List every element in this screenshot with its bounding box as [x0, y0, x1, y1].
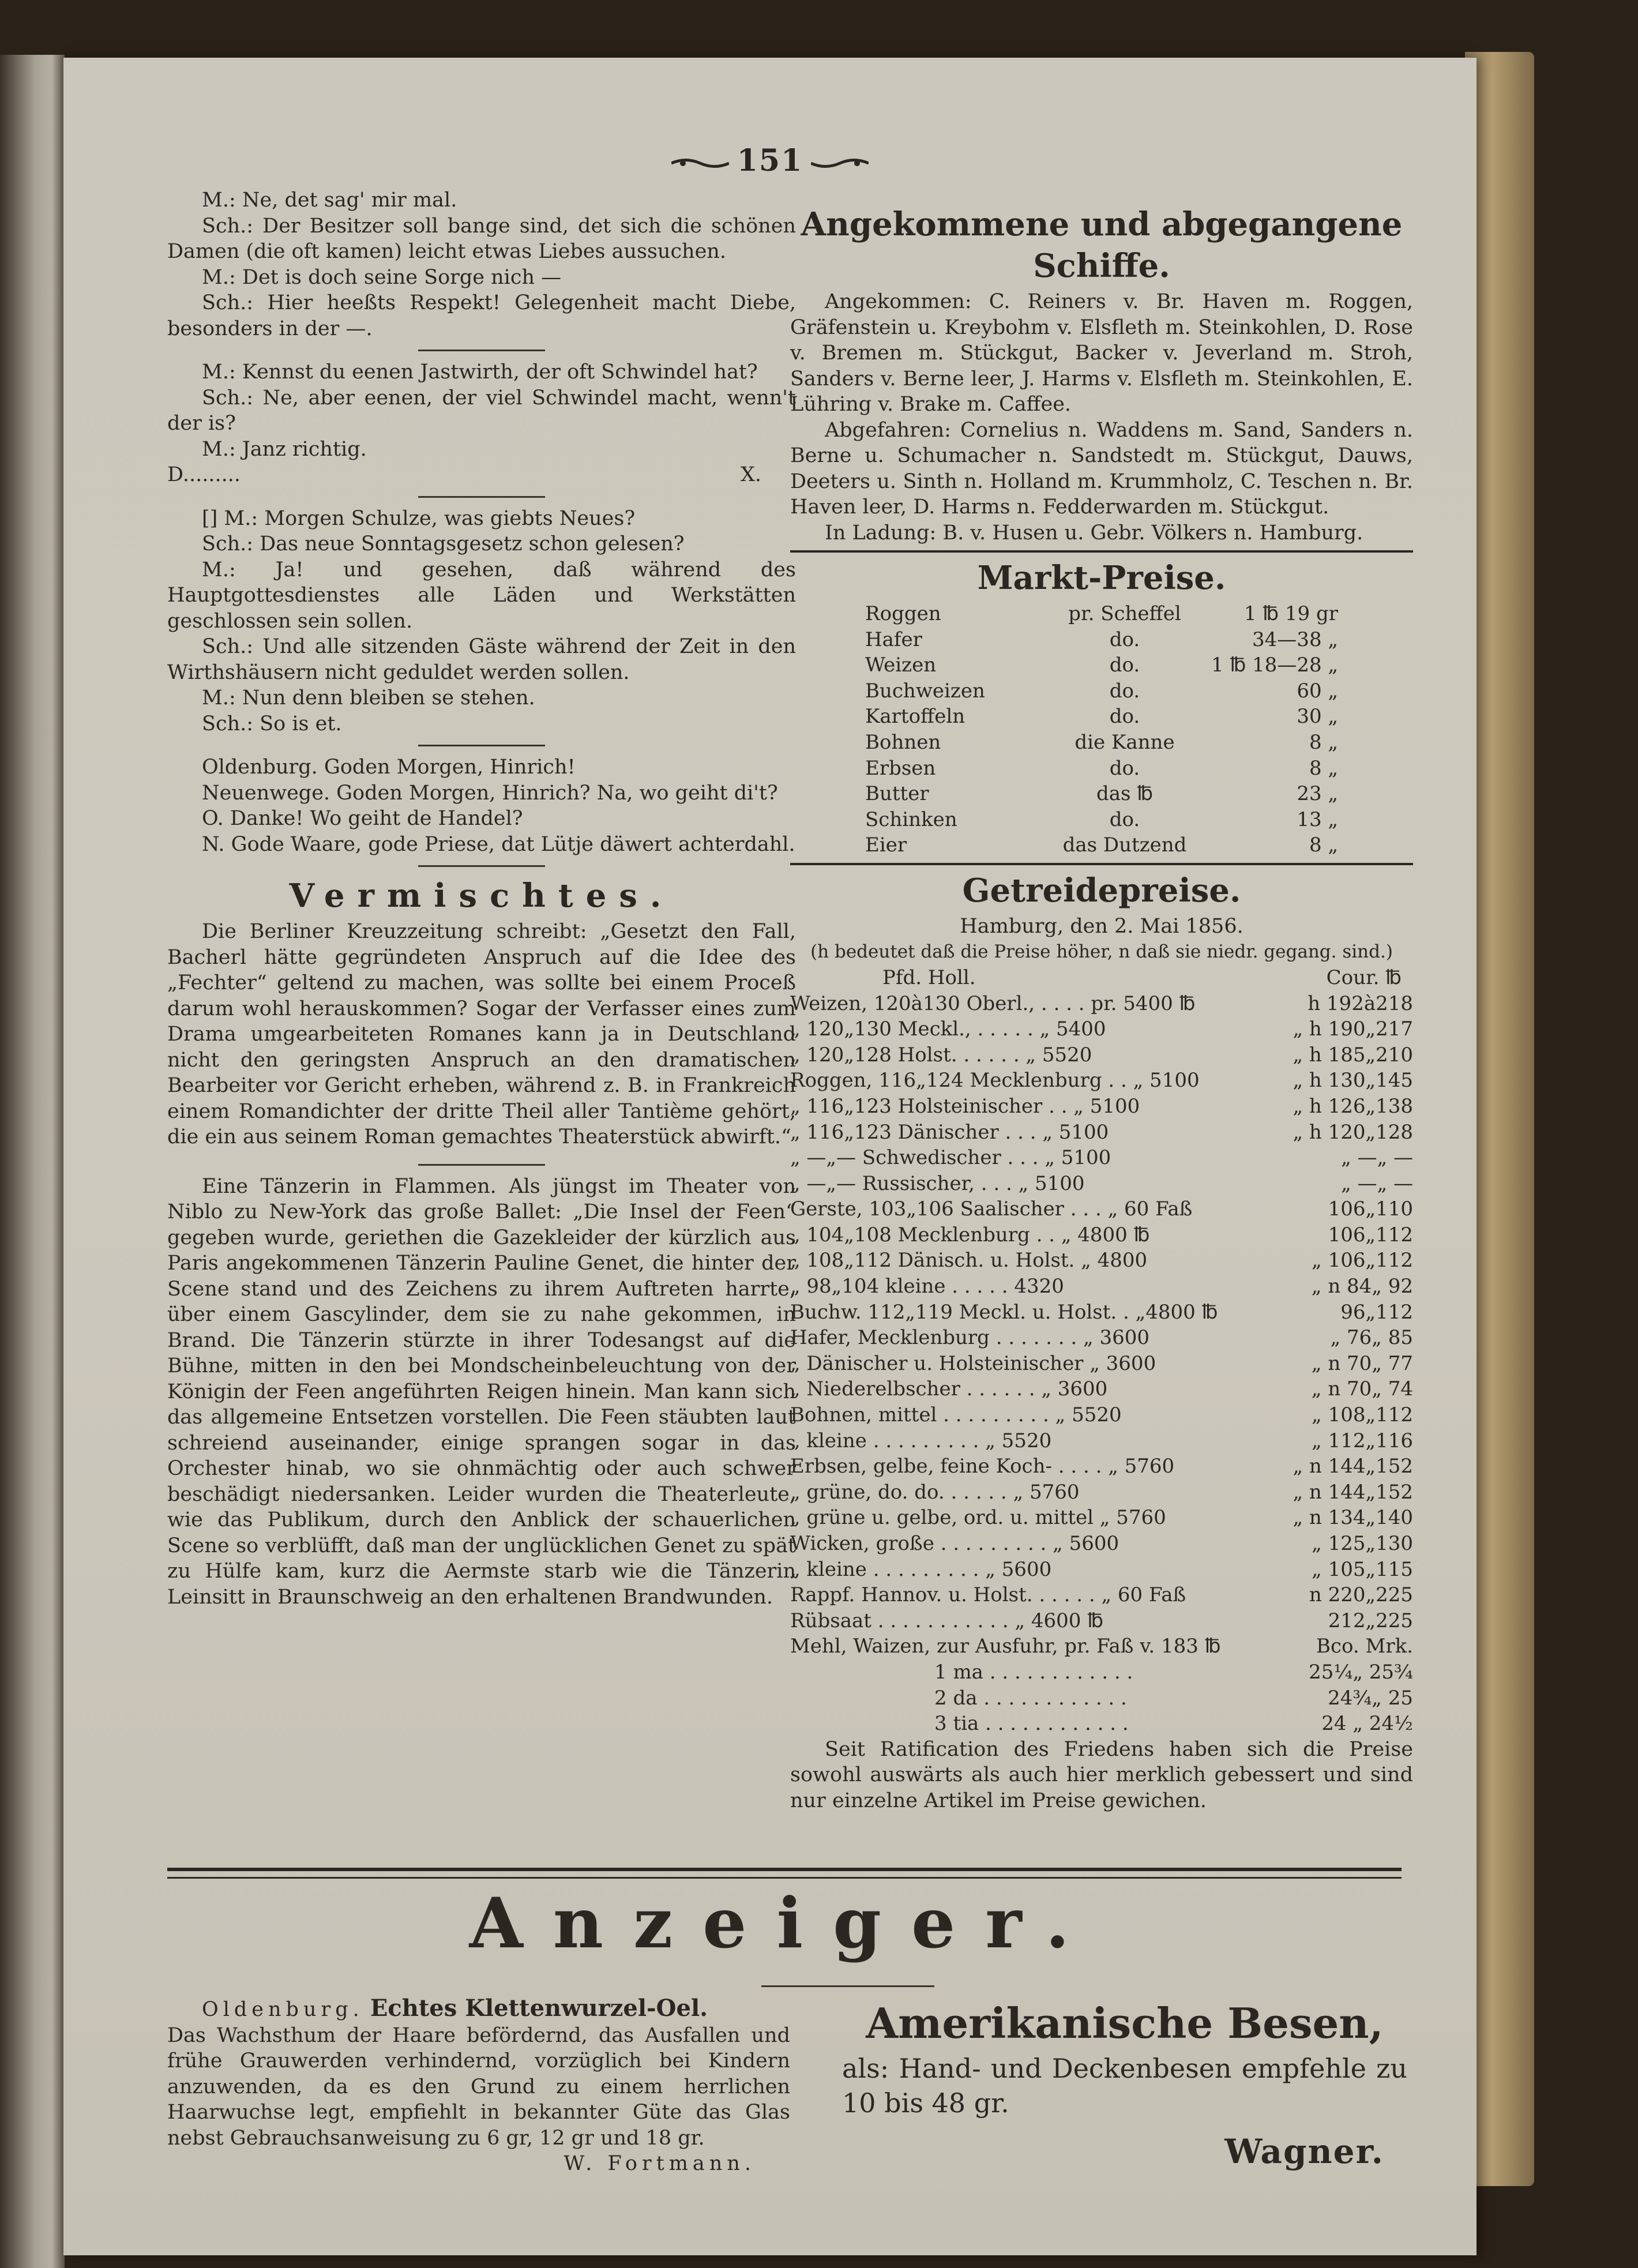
grain-item: „ —„— Schwedischer . . . „ 5100 — [790, 1146, 1111, 1170]
grain-date: Hamburg, den 2. Mai 1856. — [960, 914, 1243, 938]
market-price: 30 „ — [1297, 705, 1338, 729]
grain-item: Rübsaat . . . . . . . . . . . „ 4600 ℔ — [790, 1609, 1104, 1632]
book-left-edge — [0, 55, 65, 2268]
market-unit: das Dutzend — [1062, 833, 1187, 857]
dialog4-line: O. Danke! Wo geiht de Handel? — [202, 807, 523, 830]
divider — [761, 1985, 934, 1987]
dialog1-line: M.: Det is doch seine Sorge nich — — [202, 265, 562, 289]
market-item: Buchweizen — [865, 679, 985, 703]
grain-price: „ 106„112 — [1312, 1249, 1413, 1272]
vermischtes-paragraph: Eine Tänzerin in Flammen. Als jüngst im Theater von Niblo zu New-York das große Ballet: „Die Insel der Feen“ gegeben wurde, geriethen die Gazekleider der kürzlich aus Paris angekommenen Tänzerin Pauline Genet, die hinter der Scene stand und des Zeichens zu ihrem Auftreten harrte, über einem Gascylinder, dem sie zu nahe gekommen, in Brand. Die Tänzerin stürzte in ihrer Todesangst auf die Bühne, mitten in den bei Mondscheinbeleuchtung von der Königin der Feen angeführten Reigen hinein. Man kann sich das allgemeine Entsetzen vorstellen. Die Feen stäubten laut schreiend auseinander, einige sprangen sogar in das Orchester hinab, wo sie ohnmächtig oder auch schwer beschädigt niedersanken. Leider wurden die Theaterleute, wie das Publikum, durch den Anblick der schauerlichen Scene so verblüfft, daß man der unglücklichen Genet zu spät zu Hülfe kam, kurz die Aermste starb wie die Tänzerin Leinsitt in Braunschweig an den erhaltenen Brandwunden. — [167, 1174, 796, 1609]
market-item: Kartoffeln — [865, 705, 965, 729]
grain-footer: Seit Ratification des Friedens haben sich die Preise sowohl auswärts als auch hier merklich gebessert und sind nur einzelne Artikel im Preise gewichen. — [790, 1737, 1413, 1812]
dialog1-line: M.: Ne, det sag' mir mal. — [202, 189, 457, 212]
dialog2-line: Sch.: Ne, aber eenen, der viel Schwindel macht, wenn't der is? — [167, 386, 796, 435]
market-unit: do. — [1109, 654, 1140, 677]
page-number: 151 — [63, 143, 1477, 178]
grain-item: „ Dänischer u. Holsteinischer „ 3600 — [790, 1351, 1156, 1375]
grain-item: „ grüne u. gelbe, ord. u. mittel „ 5760 — [790, 1506, 1166, 1530]
dialog3-line: M.: Ja! und gesehen, daß während des Hauptgottesdienstes alle Läden und Werkstätten geschlossen sein sollen. — [167, 558, 796, 633]
grain-row — [790, 1222, 1413, 1248]
ships-arrived: Angekommen: C. Reiners v. Br. Haven m. Roggen, Gräfenstein u. Kreybohm v. Elsfleth m. Steinkohlen, D. Rose v. Bremen m. Stückgut, Backer v. Jeverland m. Stroh, Sanders v. Berne leer, J. Harms v. Elsfleth m. Steinkohlen, E. Lühring v. Brake m. Caffee. — [790, 290, 1413, 416]
grain-price: „ n 84„ 92 — [1311, 1275, 1413, 1298]
grain-price: „ 112„116 — [1312, 1429, 1413, 1452]
grain-item: „ 116„123 Holsteinischer . . „ 5100 — [790, 1094, 1140, 1118]
market-row — [865, 730, 1338, 756]
grain-price: „ —„ — — [1341, 1171, 1413, 1195]
ships-departed: Abgefahren: Cornelius n. Waddens m. Sand, Sanders n. Berne u. Schumacher n. Sandstedt m. Stückgut, Dauws, Deeters u. Sinth n. Holland m. Krummholz, C. Teschen n. Br. Haven leer, D. Harms n. Fedderwarden m. Stückgut. — [790, 418, 1413, 519]
grain-row — [790, 1402, 1413, 1428]
divider — [418, 1164, 545, 1166]
grain-price: „ n 70„ 77 — [1311, 1351, 1413, 1375]
grain-item: Rappf. Hannov. u. Holst. . . . . . „ 60 Faß — [790, 1583, 1186, 1607]
grain-item: „ —„— Russischer, . . . „ 5100 — [790, 1171, 1085, 1195]
grain-item: Wicken, große . . . . . . . . . „ 5600 — [790, 1532, 1119, 1555]
dialog2-line: M.: Janz richtig. — [202, 437, 367, 461]
grain-item: „ 116„123 Dänischer . . . „ 5100 — [790, 1120, 1109, 1144]
ad1-headline — [167, 1996, 790, 2023]
ad1-title: Echtes Klettenwurzel-Oel. — [370, 1995, 708, 2022]
grain-price: „ 125„130 — [1312, 1532, 1413, 1555]
grain-price: „ h 130„145 — [1293, 1069, 1413, 1092]
grain-price: Bco. Mrk. — [1316, 1635, 1413, 1658]
market-unit: do. — [1109, 756, 1140, 780]
dialog3-line: Sch.: So is et. — [202, 712, 342, 735]
anzeiger-title: Anzeiger. — [469, 1883, 1100, 1964]
market-unit: do. — [1109, 679, 1140, 703]
grain-row — [790, 1274, 1413, 1300]
section-rule — [790, 863, 1413, 865]
market-item: Hafer — [865, 628, 922, 651]
market-item: Schinken — [865, 808, 957, 831]
grain-item: 2 da . . . . . . . . . . . . — [934, 1686, 1127, 1710]
market-row — [865, 781, 1338, 807]
grain-price: n 220„225 — [1309, 1583, 1413, 1607]
grain-price: „ h 120„128 — [1293, 1120, 1413, 1144]
grain-row — [790, 1300, 1413, 1325]
market-row — [865, 652, 1338, 678]
market-row — [865, 807, 1338, 833]
grain-row — [790, 1634, 1413, 1659]
market-unit: do. — [1109, 808, 1140, 831]
ornament-right-icon — [811, 157, 869, 170]
market-price: 8 „ — [1309, 833, 1338, 857]
dialog4-line: N. Gode Waare, gode Priese, dat Lütje däwert achterdahl. — [202, 832, 795, 856]
grain-price: „ 105„115 — [1312, 1557, 1413, 1581]
ornament-left-icon — [671, 157, 729, 170]
grain-row — [790, 1351, 1413, 1377]
grain-price: 24¾„ 25 — [1328, 1686, 1413, 1710]
grain-item: Weizen, 120à130 Oberl., . . . . pr. 5400 ℔ — [790, 992, 1196, 1015]
grain-item: „ 98„104 kleine . . . . . 4320 — [790, 1275, 1064, 1298]
market-unit: pr. Scheffel — [1068, 602, 1181, 625]
grain-price: „ 108„112 — [1312, 1403, 1413, 1427]
signature-left: D......... — [167, 463, 241, 486]
grain-row — [790, 1659, 1413, 1685]
grain-prices-table — [790, 991, 1413, 1737]
grain-item: 3 tia . . . . . . . . . . . . — [934, 1712, 1129, 1736]
vermischtes-heading: Vermischtes. — [289, 877, 674, 915]
grain-price: „ h 185„210 — [1293, 1043, 1413, 1067]
grain-row — [790, 1376, 1413, 1402]
market-price: 13 „ — [1297, 808, 1338, 831]
dialog2-signature — [167, 462, 796, 488]
market-unit: do. — [1109, 628, 1140, 651]
grain-row — [790, 1042, 1413, 1068]
ships-heading: Angekommene und abgegangene Schiffe. — [801, 205, 1403, 285]
grain-row — [790, 1557, 1413, 1583]
grain-item: „ 104„108 Mecklenburg . . „ 4800 ℔ — [790, 1223, 1150, 1246]
market-price: 1 ℔ 18—28 „ — [1211, 654, 1338, 677]
dialog2-line: M.: Kennst du eenen Jastwirth, der oft Schwindel hat? — [202, 361, 758, 384]
ad-besen — [842, 1996, 1407, 2171]
grain-price: „ n 134„140 — [1293, 1506, 1413, 1530]
grain-header-left: Pfd. Holl. — [882, 966, 976, 989]
grain-item: Gerste, 103„106 Saalischer . . . „ 60 Faß — [790, 1197, 1193, 1221]
market-prices-table — [790, 601, 1413, 858]
grain-row — [790, 1196, 1413, 1222]
grain-price: „ n 144„152 — [1293, 1480, 1413, 1504]
market-item: Roggen — [865, 602, 941, 625]
market-item: Eier — [865, 833, 907, 857]
grain-price: h 192à218 — [1308, 992, 1413, 1015]
market-unit: die Kanne — [1075, 730, 1175, 754]
grain-heading: Getreidepreise. — [962, 871, 1241, 910]
market-heading: Markt-Preise. — [977, 559, 1226, 597]
grain-row — [790, 1094, 1413, 1120]
grain-price: „ h 126„138 — [1293, 1094, 1413, 1118]
market-unit: do. — [1109, 705, 1140, 729]
dialog4-line: Neuenwege. Goden Morgen, Hinrich? Na, wo geiht di't? — [202, 781, 778, 805]
grain-item: Hafer, Mecklenburg . . . . . . . „ 3600 — [790, 1326, 1149, 1350]
grain-item: „ 120„130 Meckl., . . . . . „ 5400 — [790, 1017, 1106, 1041]
market-unit: das ℔ — [1096, 782, 1154, 806]
dialog3-line: Sch.: Das neue Sonntagsgesetz schon gelesen? — [202, 532, 685, 555]
divider — [418, 350, 545, 351]
grain-row — [790, 1608, 1413, 1634]
ad1-signature: W. Fortmann. — [563, 2152, 756, 2175]
grain-row — [790, 991, 1413, 1017]
right-column — [790, 199, 1413, 1813]
grain-item: „ grüne, do. do. . . . . . „ 5760 — [790, 1480, 1080, 1504]
left-column — [167, 187, 796, 1610]
grain-row — [790, 1582, 1413, 1608]
grain-price: „ n 144„152 — [1293, 1455, 1413, 1478]
market-row — [865, 832, 1338, 858]
grain-note: (h bedeutet daß die Preise höher, n daß sie niedr. gegang. sind.) — [810, 941, 1393, 963]
ships-loading: In Ladung: B. v. Husen u. Gebr. Völkers n. Hamburg. — [825, 521, 1363, 545]
grain-price: 25¼„ 25¾ — [1309, 1660, 1413, 1684]
dialog3-line: Sch.: Und alle sitzenden Gäste während der Zeit in den Wirthshäusern nicht geduldet werden sollen. — [167, 635, 796, 684]
grain-row — [790, 1505, 1413, 1531]
dialog3-line: M.: Nun denn bleiben se stehen. — [202, 686, 535, 709]
divider — [418, 865, 545, 867]
grain-row — [790, 1480, 1413, 1505]
grain-item: Buchw. 112„119 Meckl. u. Holst. . „4800 ℔ — [790, 1300, 1218, 1324]
ad2-signature: Wagner. — [1224, 2132, 1384, 2171]
grain-row — [790, 1120, 1413, 1146]
grain-row — [790, 1145, 1413, 1171]
grain-item: „ kleine . . . . . . . . . „ 5600 — [790, 1557, 1052, 1581]
grain-row — [790, 1248, 1413, 1274]
grain-row — [790, 1325, 1413, 1351]
market-row — [865, 756, 1338, 782]
market-price: 34—38 „ — [1252, 628, 1338, 651]
dialog3-line: [] M.: Morgen Schulze, was giebts Neues? — [202, 506, 636, 530]
market-item: Bohnen — [865, 730, 941, 754]
ad1-text: Das Wachsthum der Haare befördernd, das Ausfallen und frühe Grauwerden verhindernd, vorzüglich bei Kindern anzuwenden, da es den Grund zu einem herrlichen Haarwuchse legt, empfiehlt in bekannter Güte das Glas nebst Gebrauchsanweisung zu 6 gr, 12 gr und 18 gr. — [167, 2023, 790, 2150]
grain-item: „ 108„112 Dänisch. u. Holst. „ 4800 — [790, 1249, 1148, 1272]
grain-header-row — [790, 965, 1413, 991]
dialog1-line: Sch.: Der Besitzer soll bange sind, det sich die schönen Damen (die oft kamen) leicht etwas Liebes aussuchen. — [167, 214, 796, 263]
grain-price: 96„112 — [1340, 1300, 1413, 1324]
grain-item: „ kleine . . . . . . . . . „ 5520 — [790, 1429, 1052, 1452]
grain-price: „ n 70„ 74 — [1311, 1377, 1413, 1401]
market-price: 23 „ — [1297, 782, 1338, 806]
grain-item: Bohnen, mittel . . . . . . . . . „ 5520 — [790, 1403, 1122, 1427]
grain-price: „ h 190„217 — [1293, 1017, 1413, 1041]
grain-row — [790, 1171, 1413, 1197]
grain-price: 106„110 — [1328, 1197, 1413, 1221]
ad1-place: Oldenburg. — [202, 1998, 364, 2021]
market-price: 60 „ — [1297, 679, 1338, 703]
grain-item: Mehl, Waizen, zur Ausfuhr, pr. Faß v. 183 ℔ — [790, 1635, 1221, 1658]
grain-price: „ 76„ 85 — [1330, 1326, 1413, 1350]
market-item: Erbsen — [865, 756, 936, 780]
market-price: 8 „ — [1309, 756, 1338, 780]
vermischtes-paragraph: Die Berliner Kreuzzeitung schreibt: „Gesetzt den Fall, Bacherl hätte gegründeten Anspruch auf die Idee des „Fechter“ geltend zu machen, was sollte bei einem Proceß darum wohl herauskommen? Sogar der Verfasser eines zum Drama umgearbeiteten Romanes kann ja in Deutschland nicht den geringsten Anspruch an den dramatischen Bearbeiter vor Gericht erheben, während z. B. in Frankreich einem Romandichter der dritte Theil aller Tantième gehört, die ein aus seinem Roman gemachtes Theaterstück abwirft.“ — [167, 920, 796, 1148]
grain-item: „ Niederelbscher . . . . . . „ 3600 — [790, 1377, 1108, 1401]
dialog1-line: Sch.: Hier heeßts Respekt! Gelegenheit macht Diebe, besonders in der —. — [167, 291, 796, 340]
grain-header-right: Cour. ℔ — [1326, 966, 1402, 989]
ad-klettenwurzel — [167, 1996, 790, 2177]
ad2-title: Amerikanische Besen, — [866, 1999, 1384, 2048]
grain-price: „ —„ — — [1341, 1146, 1413, 1170]
grain-item: „ 120„128 Holst. . . . . . „ 5520 — [790, 1043, 1092, 1067]
market-price: 1 ℔ 19 gr — [1243, 602, 1338, 625]
market-item: Weizen — [865, 654, 937, 677]
ad2-text: als: Hand- und Deckenbesen empfehle zu 10 bis 48 gr. — [842, 2053, 1407, 2119]
market-price: 8 „ — [1309, 730, 1338, 754]
grain-item: Roggen, 116„124 Mecklenburg . . „ 5100 — [790, 1069, 1200, 1092]
market-item: Butter — [865, 782, 929, 806]
divider — [418, 496, 545, 498]
market-row — [865, 678, 1338, 704]
section-rule — [790, 550, 1413, 553]
grain-row — [790, 1531, 1413, 1557]
grain-row — [790, 1454, 1413, 1480]
grain-item: 1 ma . . . . . . . . . . . . — [934, 1660, 1133, 1684]
divider — [418, 745, 545, 746]
grain-price: 24 „ 24½ — [1321, 1712, 1413, 1736]
grain-price: 106„112 — [1328, 1223, 1413, 1246]
signature-right: X. — [740, 463, 761, 486]
grain-row — [790, 1016, 1413, 1042]
market-row — [865, 601, 1338, 627]
anzeiger-rule — [167, 1868, 1402, 1879]
grain-price: 212„225 — [1328, 1609, 1413, 1632]
grain-row — [790, 1685, 1413, 1711]
grain-row — [790, 1711, 1413, 1737]
grain-row — [790, 1068, 1413, 1094]
market-row — [865, 704, 1338, 730]
dialog4-line: Oldenburg. Goden Morgen, Hinrich! — [202, 756, 576, 779]
grain-row — [790, 1428, 1413, 1454]
grain-item: Erbsen, gelbe, feine Koch- . . . . „ 5760 — [790, 1455, 1175, 1478]
newspaper-page — [63, 58, 1477, 2255]
market-row — [865, 627, 1338, 653]
